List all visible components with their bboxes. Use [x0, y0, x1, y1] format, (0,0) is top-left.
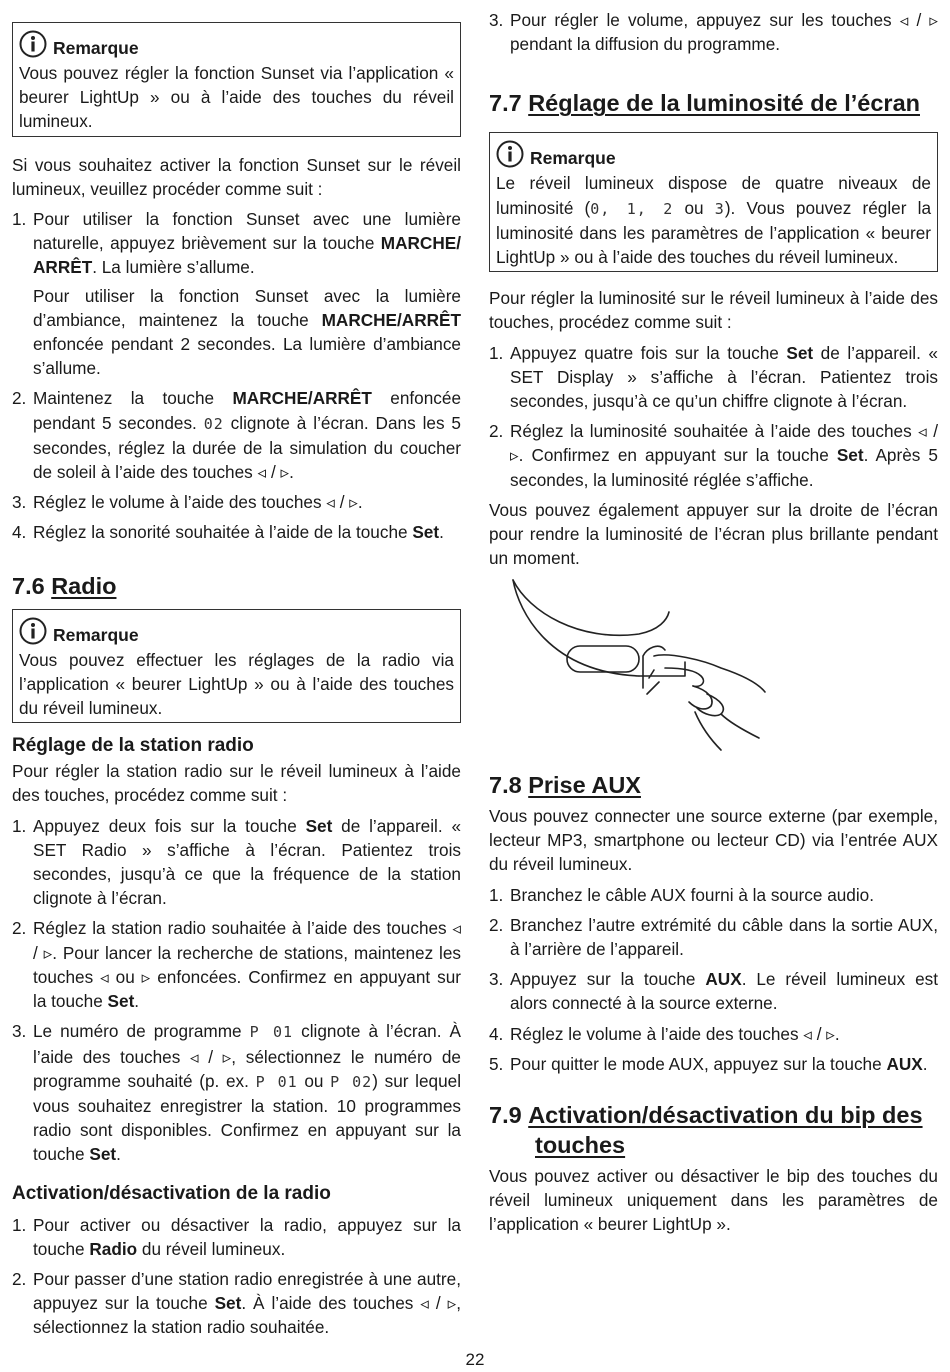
section-heading-7-9: 7.9 Activation/désactivation du bip des touches [489, 1102, 923, 1159]
list-item: 3. Réglez le volume à l’aide des touches ◃ / ▹. [12, 492, 363, 513]
display-digits: 02 [203, 414, 224, 433]
note-box [12, 22, 461, 137]
subheading: Activation/désactivation de la radio [12, 1182, 331, 1204]
paragraph: Si vous souhaitez activer la fonction Sunset sur le réveil lumineux, veuillez procéder comme suit : [12, 154, 461, 199]
list-item: 5. Pour quitter le mode AUX, appuyez sur la touche AUX. [489, 1053, 928, 1074]
note-text: Vous pouvez effectuer les réglages de la radio via l’application « beurer LightUp » ou à l’aide des touches du réveil lumineux. [19, 649, 454, 719]
note-box [12, 609, 461, 724]
paragraph: Pour utiliser la fonction Sunset avec la lumière d’ambiance, maintenez la touche MARCHE/ARRÊT enfoncée pendant 2 secondes. La lumière d’ambiance s’allume. [33, 285, 461, 379]
info-icon [19, 617, 47, 645]
note-text: Le réveil lumineux dispose de quatre niveaux de luminosité (0, 1, 2 ou 3). Vous pouvez régler la luminosité dans les paramètres de l’application « beurer LightUp » ou à l’aide des touches du réveil lumineux. [496, 173, 932, 268]
paragraph: Pour régler la luminosité sur le réveil lumineux à l’aide des touches, procédez comme suit : [489, 288, 938, 333]
list-item: 2. Maintenez la touche MARCHE/ARRÊT enfoncée pendant 5 secondes. 02 clignote à l’écran. Dans les 5 secondes, réglez la durée de la simulation du coucher de soleil à l’aide des touches ◃ / ▹. [12, 388, 462, 483]
aux-steps [489, 883, 938, 1076]
paragraph: Vous pouvez activer ou désactiver le bip des touches du réveil lumineux uniquement dans les paramètres de l’application « beurer LightUp ». [489, 1166, 938, 1235]
display-digits: P 02 [330, 1072, 373, 1091]
list-item: 2. Réglez la station radio souhaitée à l’aide des touches ◃ / ▹. Pour lancer la recherche de stations, maintenez les touches ◃ ou ▹ enfoncées. Confirmez en appuyant sur la touche Set. [12, 918, 461, 1012]
list-item: 3. Le numéro de programme P 01 clignote à l’écran. À l’aide des touches ◃ / ▹, sélectionnez le numéro de programme souhaité (p. ex. P 01 ou P 02) sur lequel vous souhaitez enregistrer la station. 10 programmes radio sont disponibles. Confirmez en appuyant sur la touche Set. [12, 1021, 462, 1165]
list-item: 1. Branchez le câble AUX fourni à la source audio. [489, 884, 875, 905]
list-item: 1. Appuyez deux fois sur la touche Set de l’appareil. « SET Radio » s’affiche à l’écran. Patientez trois secondes, jusqu’à ce que la fréquence de la station clignote à l’écran. [12, 815, 461, 909]
subheading: Réglage de la station radio [12, 735, 254, 757]
radio-steps [12, 814, 461, 1167]
section-heading-7-6: 7.6 Radio [12, 572, 117, 599]
list-item: 1. Appuyez quatre fois sur la touche Set de l’appareil. « SET Display » s’affiche à l’écran. Patientez trois secondes, jusqu’à ce qu’un chiffre clignote à l’écran. [489, 342, 938, 412]
display-digits: 0, 1, 2 [590, 199, 674, 218]
radio-steps-continued [489, 8, 938, 56]
right-column [489, 0, 938, 1235]
list-item: 3. Pour régler le volume, appuyez sur les touches ◃ / ▹ pendant la diffusion du programme. [489, 10, 938, 55]
info-icon [19, 30, 47, 58]
note-label: Remarque [530, 148, 616, 169]
paragraph: Vous pouvez connecter une source externe (par exemple, lecteur MP3, smartphone ou lecteur CD) via l’entrée AUX du réveil lumineux. [489, 806, 938, 875]
list-item: 4. Réglez la sonorité souhaitée à l’aide de la touche Set. [12, 522, 444, 543]
sunset-steps [12, 207, 461, 545]
section-heading-7-7: 7.7 Réglage de la luminosité de l’écran [489, 90, 920, 117]
note-text: Vous pouvez régler la fonction Sunset via l’application « beurer LightUp » ou à l’aide des touches du réveil lumineux. [19, 63, 454, 132]
note-header [19, 27, 454, 61]
list-item: 1. Pour activer ou désactiver la radio, appuyez sur la touche Radio du réveil lumineux. [12, 1214, 461, 1259]
note-header [19, 614, 454, 648]
list-item: 4. Réglez le volume à l’aide des touches ◃ / ▹. [489, 1023, 840, 1044]
list-item: 2. Réglez la luminosité souhaitée à l’aide des touches ◃ / ▹. Confirmez en appuyant sur la touche Set. Après 5 secondes, la luminosité réglée s’affiche. [489, 421, 938, 490]
display-digits: P 01 [249, 1023, 294, 1042]
page-number: 22 [465, 1350, 485, 1369]
radio-onoff-steps [12, 1213, 461, 1340]
list-item: 1. Pour utiliser la fonction Sunset avec une lumière naturelle, appuyez brièvement sur la touche MARCHE/ ARRÊT. La lumière s’allume. Pour utiliser la fonction Sunset avec la lumière d’ambiance, maintenez la touche MARCHE/ARRÊT enfoncée pendant 2 secondes. La lumière d’ambiance s’allume. [12, 207, 461, 380]
list-item: 3. Appuyez sur la touche AUX. Le réveil lumineux est alors connecté à la source externe. [489, 969, 938, 1014]
info-icon [496, 140, 524, 168]
paragraph: Pour régler la station radio sur le réveil lumineux à l’aide des touches, procédez comme suit : [12, 761, 461, 806]
display-digits: 3 [714, 199, 725, 218]
left-column [12, 0, 461, 1346]
finger-touching-display-illustration [489, 572, 769, 752]
note-header [496, 137, 931, 171]
note-label: Remarque [53, 37, 139, 58]
display-digits: P 01 [255, 1072, 298, 1091]
list-item: 2. Pour passer d’une station radio enregistrée à une autre, appuyez sur la touche Set. À l’aide des touches ◃ / ▹, sélectionnez la station radio souhaitée. [12, 1268, 461, 1338]
aux-section [489, 804, 938, 1237]
note-box [489, 132, 938, 272]
note-label: Remarque [53, 624, 139, 645]
section-heading-7-8: 7.8 Prise AUX [489, 772, 641, 798]
paragraph: Vous pouvez également appuyer sur la droite de l’écran pour rendre la luminosité de l’écran plus brillante pendant un moment. [489, 499, 938, 569]
brightness-steps [489, 341, 938, 492]
list-item: 2. Branchez l’autre extrémité du câble dans la sortie AUX, à l’arrière de l’appareil. [489, 914, 938, 960]
